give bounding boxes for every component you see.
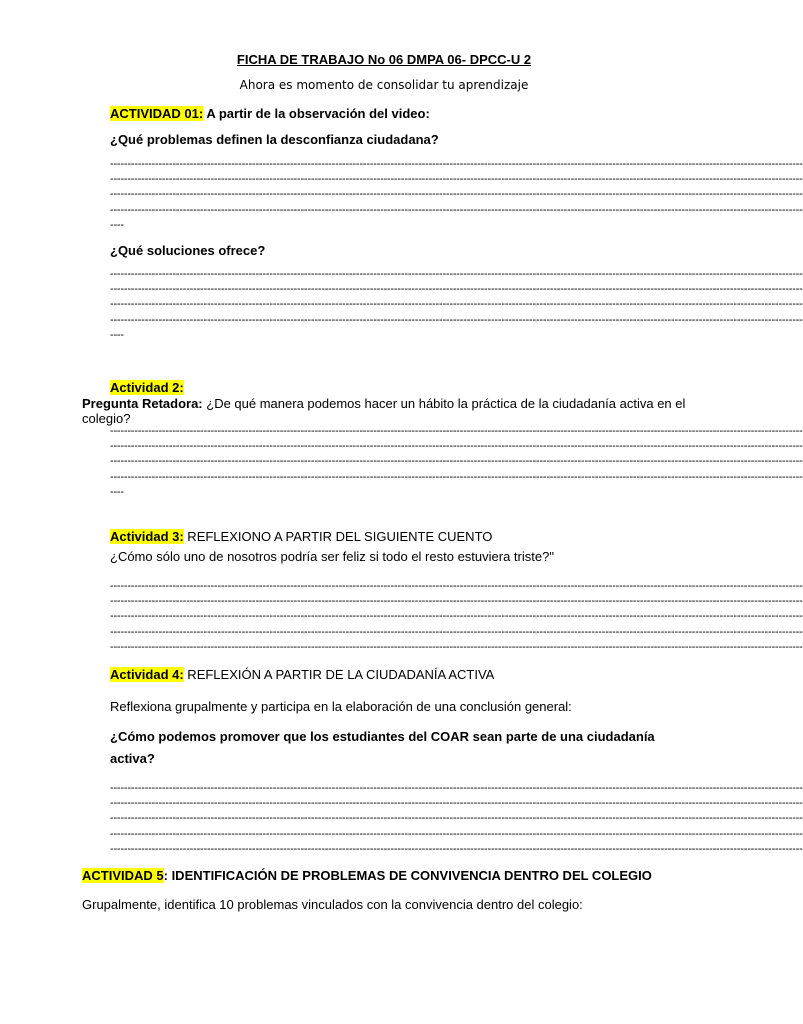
activity-2-label: Actividad 2: [110, 380, 184, 395]
activity-2-heading [110, 380, 184, 395]
activity-4-heading [110, 667, 494, 682]
answer-line: -------------------------------------------------------------------------------------------------------------------------------------------------------------------------------------------------------- [110, 610, 803, 623]
answer-line: -------------------------------------------------------------------------------------------------------------------------------------------------------------------------------------------------------- [110, 842, 803, 855]
answer-lines-1[interactable] [110, 157, 803, 233]
activity-1-question-2: ¿Qué soluciones ofrece? [110, 243, 266, 258]
answer-line: -------------------------------------------------------------------------------------------------------------------------------------------------------------------------------------------------------- [110, 188, 803, 201]
worksheet-title: FICHA DE TRABAJO No 06 DMPA 06- DPCC-U 2 [236, 52, 532, 67]
answer-line: -------------------------------------------------------------------------------------------------------------------------------------------------------------------------------------------------------- [110, 595, 803, 608]
activity-4-title: REFLEXIÓN A PARTIR DE LA CIUDADANÍA ACTIVA [183, 667, 495, 682]
activity-3-quote: ¿Cómo sólo uno de nosotros podría ser feliz si todo el resto estuviera triste?" [110, 549, 554, 564]
worksheet-subtitle: Ahora es momento de consolidar tu aprendizaje [239, 78, 529, 92]
answer-line: -------------------------------------------------------------------------------------------------------------------------------------------------------------------------------------------------------- [110, 625, 803, 638]
answer-line: -------------------------------------------------------------------------------------------------------------------------------------------------------------------------------------------------------- [110, 268, 803, 280]
answer-line: -------------------------------------------------------------------------------------------------------------------------------------------------------------------------------------------------------- [110, 425, 803, 437]
answer-line: -------------------------------------------------------------------------------------------------------------------------------------------------------------------------------------------------------- [110, 283, 803, 296]
activity-3-title: REFLEXIONO A PARTIR DEL SIGUIENTE CUENTO [183, 529, 493, 544]
activity-2-prompt [82, 396, 685, 411]
answer-line-tail: ---- [110, 485, 124, 498]
activity-4-question-line-1: ¿Cómo podemos promover que los estudiantes del COAR sean parte de una ciudadanía [110, 729, 655, 744]
answer-lines-2[interactable] [110, 267, 803, 343]
activity-5-heading [82, 868, 652, 883]
activity-1-heading [110, 106, 430, 121]
answer-line: -------------------------------------------------------------------------------------------------------------------------------------------------------------------------------------------------------- [110, 203, 803, 216]
activity-4-question-line-2: activa? [110, 751, 155, 766]
answer-lines-3[interactable] [110, 424, 803, 500]
answer-line: -------------------------------------------------------------------------------------------------------------------------------------------------------------------------------------------------------- [110, 173, 803, 186]
answer-line: -------------------------------------------------------------------------------------------------------------------------------------------------------------------------------------------------------- [110, 470, 803, 483]
answer-line: -------------------------------------------------------------------------------------------------------------------------------------------------------------------------------------------------------- [110, 827, 803, 840]
challenge-question-label: Pregunta Retadora: [82, 396, 203, 411]
challenge-question-continuation: colegio? [82, 411, 131, 426]
activity-4-label: Actividad 4: [110, 667, 184, 682]
activity-1-label: ACTIVIDAD 01: [110, 106, 204, 121]
answer-line: -------------------------------------------------------------------------------------------------------------------------------------------------------------------------------------------------------- [110, 580, 803, 592]
activity-5-title: : IDENTIFICACIÓN DE PROBLEMAS DE CONVIVENCIA DENTRO DEL COLEGIO [163, 868, 652, 883]
activity-5-instruction: Grupalmente, identifica 10 problemas vinculados con la convivencia dentro del colegio: [82, 897, 583, 912]
activity-5-label: ACTIVIDAD 5 [82, 868, 164, 883]
challenge-question-text: ¿De qué manera podemos hacer un hábito la práctica de la ciudadanía activa en el [202, 396, 686, 411]
answer-line: -------------------------------------------------------------------------------------------------------------------------------------------------------------------------------------------------------- [110, 812, 803, 825]
answer-line-tail: ---- [110, 328, 124, 341]
answer-line: -------------------------------------------------------------------------------------------------------------------------------------------------------------------------------------------------------- [110, 158, 803, 170]
activity-3-heading [110, 529, 492, 544]
activity-4-instruction: Reflexiona grupalmente y participa en la elaboración de una conclusión general: [110, 699, 572, 714]
answer-line: -------------------------------------------------------------------------------------------------------------------------------------------------------------------------------------------------------- [110, 640, 803, 653]
activity-1-question-1: ¿Qué problemas definen la desconfianza ciudadana? [110, 132, 439, 147]
answer-lines-5[interactable] [110, 781, 803, 857]
answer-line-tail: ---- [110, 218, 124, 231]
answer-line: -------------------------------------------------------------------------------------------------------------------------------------------------------------------------------------------------------- [110, 455, 803, 468]
answer-lines-4[interactable] [110, 579, 803, 655]
activity-1-text: A partir de la observación del video: [203, 106, 430, 121]
activity-3-label: Actividad 3: [110, 529, 184, 544]
answer-line: -------------------------------------------------------------------------------------------------------------------------------------------------------------------------------------------------------- [110, 797, 803, 810]
answer-line: -------------------------------------------------------------------------------------------------------------------------------------------------------------------------------------------------------- [110, 440, 803, 453]
answer-line: -------------------------------------------------------------------------------------------------------------------------------------------------------------------------------------------------------- [110, 313, 803, 326]
answer-line: -------------------------------------------------------------------------------------------------------------------------------------------------------------------------------------------------------- [110, 298, 803, 311]
answer-line: -------------------------------------------------------------------------------------------------------------------------------------------------------------------------------------------------------- [110, 782, 803, 794]
